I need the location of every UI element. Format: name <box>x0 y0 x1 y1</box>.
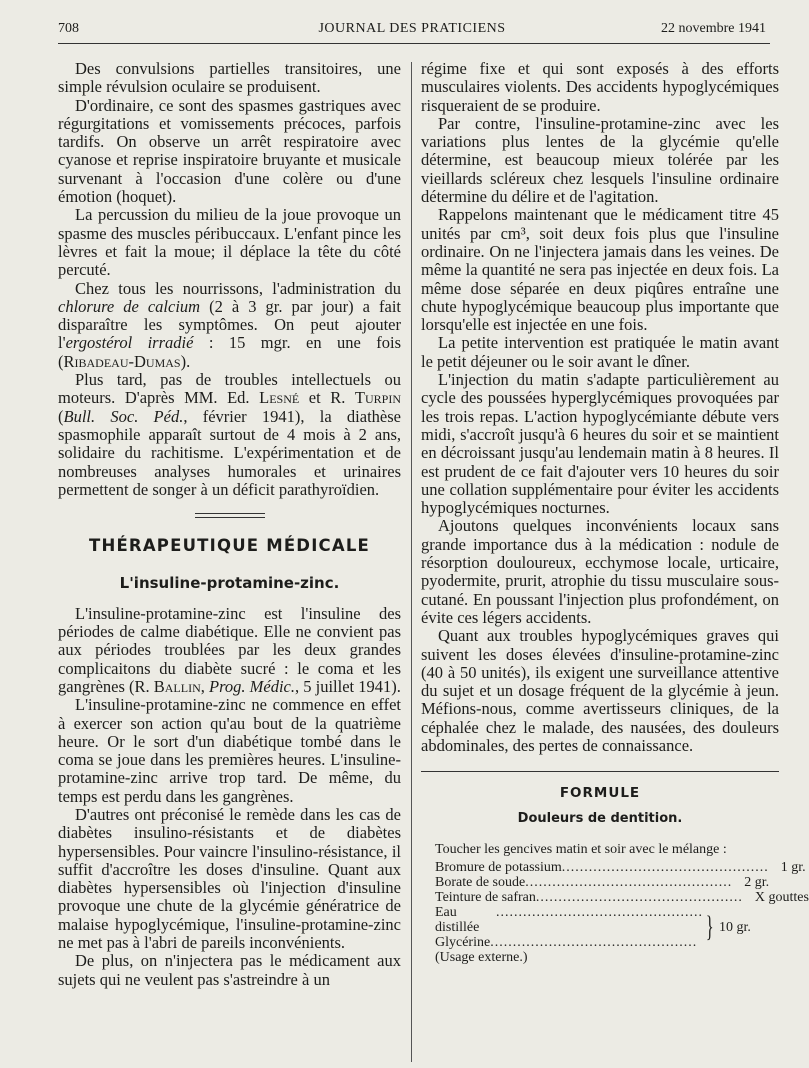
paragraph: Par contre, l'insuline-protamine-zinc avec les variations plus lentes de la glycémie qu'elle détermine, est beaucoup mieux tolérée par les vieillards scléreux chez lesquels l'insuline ordinaire détermine du délire et de l'agitation. <box>421 113 779 207</box>
page-header <box>58 18 766 40</box>
paragraph: L'insuline-protamine-zinc ne commence en effet à exercer son action qu'au bout de la quatrième heure. Or le sort d'un diabétique tombé dans le coma se joue dans les premières heures. L'insuline-protamine-zinc arrive trop tard. De même, du temps est perdu dans les gangrènes. <box>58 695 401 806</box>
citation: Prog. Médic. <box>209 676 296 696</box>
issue-date: 22 novembre 1941 <box>661 21 766 36</box>
formula-title: FORMULE <box>559 785 641 802</box>
recipe-item <box>435 889 809 905</box>
ingredient-name: Borate de soude <box>435 874 526 890</box>
leader-dots: .............................................. <box>496 904 703 920</box>
column-divider <box>411 62 412 1062</box>
paragraph: L'insuline-protamine-zinc est l'insuline des périodes de calme diabétique. Elle ne convient pas aux périodes troublées par les deux grandes complicaitons du diabète sucré : le coma et les gangrènes (R. Ballin, Prog. Médic., 5 juillet 1941). <box>58 603 401 696</box>
recipe-item <box>435 935 703 950</box>
ingredient-quantity: 2 gr. <box>744 874 770 890</box>
section-separator <box>195 513 265 518</box>
article-title: L'insuline-protamine-zinc. <box>119 574 340 593</box>
page-number: 708 <box>58 21 79 36</box>
citation: Bull. Soc. Péd. <box>63 406 184 426</box>
paragraph: Ajoutons quelques inconvénients locaux sans grande importance dus à la médication : nodule de résorption douloureux, ecchymose locale, urticaire, pyodermite, prurit, atrophie du tissu musculaire sous-cutané. En poussant l'injection plus profondément, on évite ces légers accidents. <box>421 516 779 627</box>
ingredient-name: Glycérine <box>435 934 491 950</box>
ingredient-quantity: 10 gr. <box>719 919 751 935</box>
author-name: Lesné <box>259 388 300 408</box>
formula-box <box>421 784 809 966</box>
ingredient-name: Teinture de safran <box>435 889 536 905</box>
ingredient-quantity: X gouttes <box>754 889 809 905</box>
paragraph: Plus tard, pas de troubles intellectuels ou moteurs. D'après MM. Ed. Lesné et R. Turpin (Bull. Soc. Péd., février 1941), la diathèse spasmophile apparaît surtout de 4 mois à 2 ans, solidaire du rachitisme. L'expérimentation et de nombreuses analyses humorales et urinaires permettent de songer à un déficit parathyroïdien. <box>58 370 402 499</box>
recipe-group <box>435 905 775 950</box>
paragraph: Chez tous les nourrissons, l'administration du chlorure de calcium (2 à 3 gr. par jour) a fait disparaître les symptômes. On peut ajouter l'ergostérol irradié : 15 mgr. en une fois (Ribadeau-Dumas). <box>58 278 401 371</box>
brace-icon: } <box>705 910 714 944</box>
author-name: Ribadeau-Dumas <box>63 351 181 371</box>
author-name: Ballin <box>153 676 201 696</box>
ingredient-name: Eau distillée <box>435 904 480 935</box>
paragraph: De plus, on n'injectera pas le médicament aux sujets qui ne veulent pas s'astreindre à un <box>58 951 401 989</box>
left-column <box>58 60 401 989</box>
ingredient-quantity: 1 gr. <box>780 859 806 875</box>
paragraph: D'autres ont préconisé le remède dans les cas de diabètes insulino-résistants et de diabètes hypersensibles. Pour vaincre l'insulino-résistance, il suffit d'accroître les doses d'insuline. Quant aux diabètes hypersensibles où l'injection d'insuline provoque une chute de la glycémie génératrice de malaise hypoglycémique, l'insuline-protamine-zinc ne met pas à l'abri de pareils inconvénients. <box>58 804 401 953</box>
paragraph: L'injection du matin s'adapte particulièrement au cycle des poussées hyperglycémiques provoquées par les trois repas. L'action hypoglycémiante débute vers midi, s'accroît jusqu'à 6 heures du soir et se maintient en décroissant jusqu'au lendemain matin à 8 heures. Il est prudent de ce fait d'ajouter vers 10 heures du soir une collation supplémentaire pour éviter les accidents hypoglycémiques nocturnes. <box>421 370 779 518</box>
header-rule <box>58 43 770 44</box>
paragraph: Rappelons maintenant que le médicament titre 45 unités par cm³, soit deux fois plus que l'insuline ordinaire. On ne l'injectera jamais dans les veines. De même la quantité ne sera pas injectée en deux fois. La même dose séparée en deux piqûres entraîne une chute hypoglycémique beaucoup plus importante que lorsqu'elle est injectée en une fois. <box>421 205 779 335</box>
drug-name: ergostérol irradié <box>65 333 194 353</box>
formula-subtitle: Douleurs de dentition. <box>517 810 683 826</box>
leader-dots: .............................................. <box>525 874 733 890</box>
formula-instructions: Toucher les gencives matin et soir avec le mélange : <box>435 841 727 857</box>
recipe-list <box>435 859 809 950</box>
author-name: Turpin <box>354 388 402 408</box>
leader-dots: .............................................. <box>490 934 698 950</box>
recipe-item <box>435 875 775 890</box>
paragraph: Des convulsions partielles transitoires, une simple révulsion oculaire se produisent. <box>58 59 401 97</box>
recipe-item <box>435 859 806 875</box>
paragraph: Quant aux troubles hypoglycémiques graves qui suivent les doses élevées d'insuline-protamine-zinc (40 à 50 unités), ils exigent une surveillance attentive du sujet et un dosage fréquent de la glycémie à jeun. Méfions-nous, comme avertisseurs cliniques, de la céphalée chez le malade, des nausées, des douleurs abdominales, des pertes de connaissance. <box>421 626 779 755</box>
paragraph: La percussion du milieu de la joue provoque un spasme des muscles péribuccaux. L'enfant pince les lèvres et fait la moue; il déplace la tête du côté percuté. <box>58 205 401 280</box>
usage-note: (Usage externe.) <box>435 949 528 965</box>
leader-dots: .............................................. <box>535 889 743 905</box>
ingredient-name: Bromure de potassium <box>435 859 562 875</box>
paragraph: D'ordinaire, ce sont des spasmes gastriques avec régurgitations et vomissements précoces, parfois tardifs. On observe un arrêt respiratoire avec cyanose et reprise inspiratoire bruyante et musicale survenant à l'occasion d'une colère ou d'une émotion (hoquet). <box>58 95 401 207</box>
journal-title: JOURNAL DES PRATICIENS <box>318 21 506 36</box>
leader-dots: .............................................. <box>561 859 769 875</box>
drug-name: chlorure de calcium <box>58 296 201 316</box>
section-title: THÉRAPEUTIQUE MÉDICALE <box>89 536 370 556</box>
paragraph: La petite intervention est pratiquée le matin avant le petit déjeuner ou le soir avant le dîner. <box>421 333 779 371</box>
recipe-item <box>435 905 703 935</box>
formula-rule <box>421 771 779 772</box>
right-column <box>421 59 809 966</box>
paragraph: régime fixe et qui sont exposés à des efforts musculaires violents. Des accidents hypoglycémiques risqueraient de se produire. <box>421 59 779 115</box>
